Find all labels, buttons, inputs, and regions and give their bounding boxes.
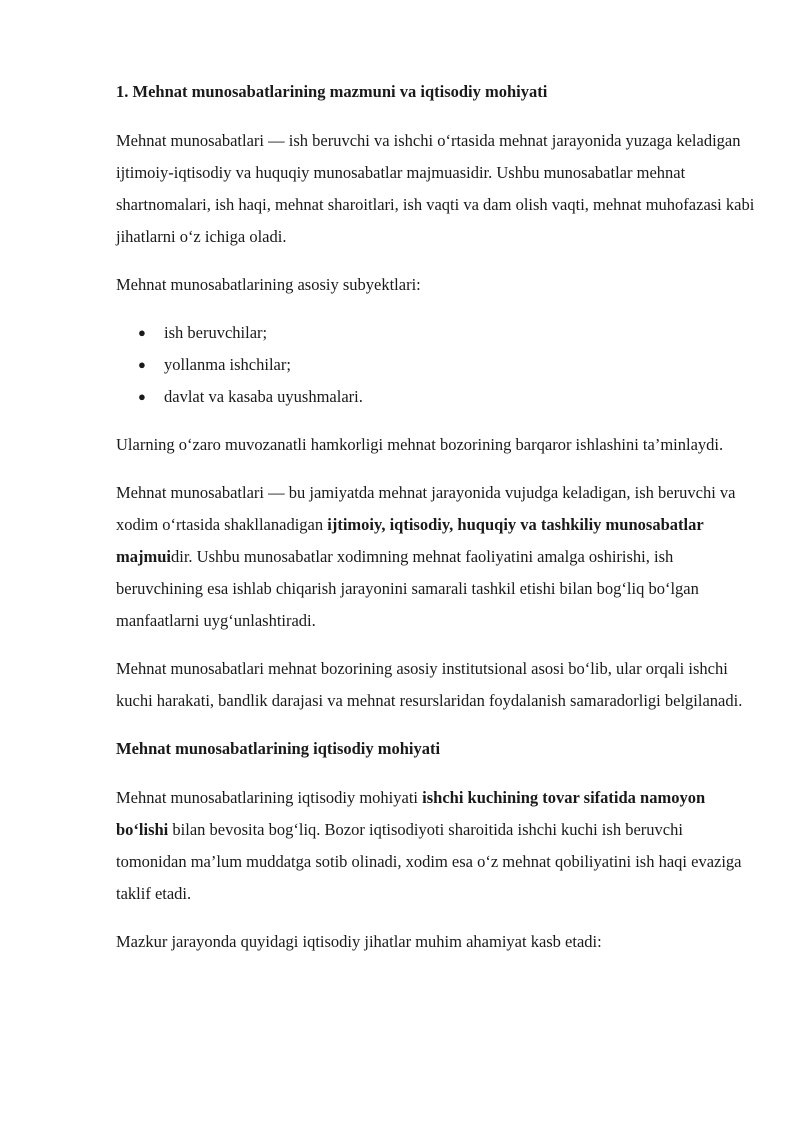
paragraph-text: Mehnat munosabatlarining iqtisodiy mohiyati	[116, 788, 423, 807]
section-heading-1: 1. Mehnat munosabatlarining mazmuni va iqtisodiy mohiyati	[116, 82, 548, 101]
list-item	[116, 317, 756, 349]
section-heading-2: Mehnat munosabatlarining iqtisodiy mohiyati	[116, 739, 441, 758]
subjects-list	[116, 317, 756, 413]
paragraph-text: bilan bevosita bogʻliq. Bozor iqtisodiyoti sharoitida ishchi kuchi ish beruvchi tomonidan ma’lum muddatga sotib olinadi, xodim esa oʻz mehnat qobiliyatini ish haqi evaziga taklif etadi.	[116, 820, 742, 903]
paragraph-economic-essence	[116, 782, 756, 910]
paragraph-subjects-intro: Mehnat munosabatlarining asosiy subyektlari:	[116, 275, 421, 294]
paragraph-text: dir. Ushbu munosabatlar xodimning mehnat faoliyatini amalga oshirishi, ish beruvchining esa ishlab chiqarish jarayonini samarali tashkil etishi bilan bogʻliq boʻlgan manfaatlarni uygʻunlashtiradi.	[116, 547, 699, 630]
paragraph-definition: Mehnat munosabatlari — ish beruvchi va ishchi oʻrtasida mehnat jarayonida yuzaga keladigan ijtimoiy-iqtisodiy va huquqiy munosabatlar majmuasidir. Ushbu munosabatlar mehnat shartnomalari, ish haqi, mehnat sharoitlari, ish vaqti va dam olish vaqti, mehnat muhofazasi kabi jihatlarni oʻz ichiga oladi.	[116, 131, 755, 246]
list-item	[116, 381, 756, 413]
list-item	[116, 349, 756, 381]
list-item-text: davlat va kasaba uyushmalari.	[164, 387, 363, 406]
bullet-icon: ●	[138, 389, 146, 404]
paragraph-text: Mehnat munosabatlari — bu jamiyatda mehnat jarayonida vujudga keladigan, ish beruvchi va xodim oʻrtasida shakllanadigan	[116, 483, 736, 534]
bullet-icon: ●	[138, 325, 146, 340]
bullet-icon: ●	[138, 357, 146, 372]
bold-phrase: ijtimoiy, iqtisodiy, huquqiy va tashkiliy munosabatlar majmui	[116, 515, 704, 566]
document-page	[116, 76, 756, 974]
paragraph-institutional-basis: Mehnat munosabatlari mehnat bozorining asosiy institutsional asosi boʻlib, ular orqali ishchi kuchi harakati, bandlik darajasi va mehnat resurslaridan foydalanish samaradorligi belgilanadi.	[116, 659, 743, 710]
list-item-text: ish beruvchilar;	[164, 323, 268, 342]
paragraph-economic-aspects-intro: Mazkur jarayonda quyidagi iqtisodiy jihatlar muhim ahamiyat kasb etadi:	[116, 932, 602, 951]
paragraph-cooperation: Ularning oʻzaro muvozanatli hamkorligi mehnat bozorining barqaror ishlashini ta’minlaydi.	[116, 435, 724, 454]
bold-phrase: ishchi kuchining tovar sifatida namoyon boʻlishi	[116, 788, 706, 839]
list-item-text: yollanma ishchilar;	[164, 355, 291, 374]
paragraph-society-definition	[116, 477, 756, 637]
